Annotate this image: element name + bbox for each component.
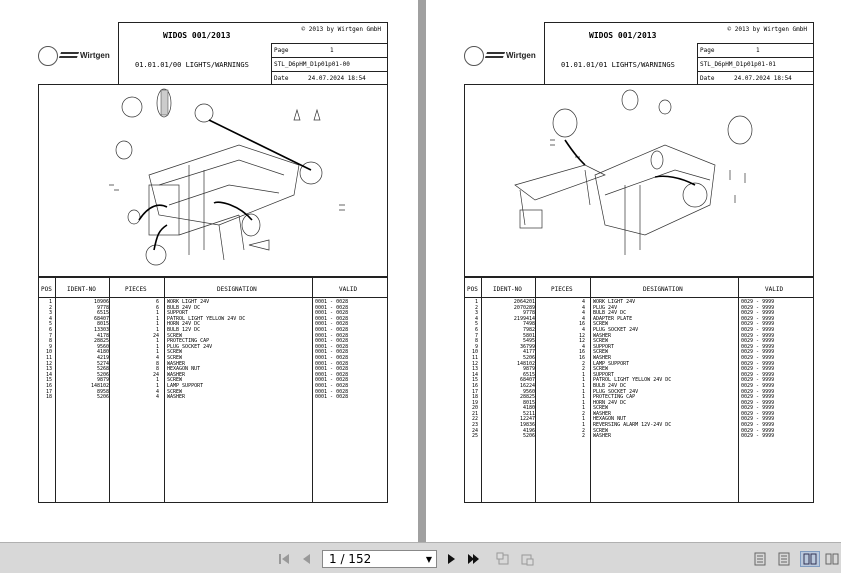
valid-cell: 0001 - 0028: [315, 299, 349, 305]
rotate-cw-button[interactable]: [518, 551, 536, 567]
first-page-icon: [278, 553, 290, 565]
continuous-view-button[interactable]: [776, 551, 792, 567]
company-seal-icon: [38, 46, 58, 66]
pos-cell: 5: [48, 321, 52, 328]
ident-cell: 148102: [90, 382, 109, 389]
ident-cell: 9560: [96, 343, 109, 350]
ident-cell: 8015: [96, 321, 109, 328]
copyright: © 2013 by Wirtgen GmbH: [727, 26, 807, 33]
pieces-cell: 1: [155, 321, 159, 328]
pieces-cell: 1: [155, 349, 159, 356]
valid-cell: 0029 - 9999: [741, 354, 775, 361]
valid-cell: 0001 - 0028: [315, 377, 349, 384]
designation-cell: WASHER: [593, 433, 612, 440]
pieces-cell: 4: [581, 326, 585, 333]
designation-cell: BULB 24V DC: [593, 382, 627, 389]
pos-cell: 15: [471, 377, 478, 384]
previous-page-button[interactable]: [298, 551, 314, 567]
page-number-select[interactable]: [322, 550, 437, 568]
valid-cell: 0029 - 9999: [741, 338, 775, 345]
pieces-cell: 1: [581, 394, 585, 401]
next-page-icon: [447, 553, 457, 565]
pos-cell: 6: [474, 326, 478, 333]
ident-cell: 5211: [522, 410, 535, 417]
table-header: POS IDENT-NO PIECES DESIGNATION VALID: [465, 278, 813, 298]
machine-drawing-svg: [465, 85, 813, 277]
pieces-cell: 1: [155, 338, 159, 345]
table-header: POS IDENT-NO PIECES DESIGNATION VALID: [39, 278, 387, 298]
valid-cell: 0029 - 9999: [741, 427, 775, 434]
ident-cell: 6515: [96, 310, 109, 317]
pieces-cell: 16: [578, 321, 585, 328]
valid-cell: 0029 - 9999: [741, 310, 775, 317]
pieces-cell: 4: [581, 343, 585, 350]
valid-cell: 0001 - 0028: [315, 332, 349, 339]
designation-cell: HORN 24V DC: [167, 321, 201, 328]
exploded-drawing: [464, 84, 814, 278]
pos-cell: 25: [471, 433, 478, 440]
designation-cell: WASHER: [593, 332, 612, 339]
pieces-cell: 12: [578, 332, 585, 339]
pos-cell: 12: [471, 360, 478, 367]
pos-cell: 17: [471, 388, 478, 395]
single-page-view-button[interactable]: [752, 551, 768, 567]
pos-cell: 9: [474, 343, 478, 350]
ident-cell: 5274: [96, 360, 109, 367]
table-row: [465, 434, 813, 440]
ident-cell: 4196: [522, 427, 535, 434]
pieces-cell: 4: [155, 354, 159, 361]
pos-cell: 8: [48, 338, 52, 345]
meta-box: Page 1 STL_D6pHM_D1p01p01-01 Date 24.07.2024 18:54: [697, 43, 814, 85]
pos-cell: 13: [471, 366, 478, 373]
ident-cell: 5206: [96, 371, 109, 378]
parts-sheet: [464, 22, 814, 502]
pos-cell: 11: [471, 354, 478, 361]
ident-cell: 9879: [522, 366, 535, 373]
valid-cell: 0029 - 9999: [741, 405, 775, 412]
valid-cell: 0029 - 9999: [741, 349, 775, 356]
designation-cell: ADAPTER PLATE: [593, 315, 633, 322]
designation-cell: HEXAGON NUT: [167, 366, 201, 373]
pos-cell: 3: [48, 310, 52, 317]
parts-table: [38, 278, 388, 503]
page-indicator: 1 / 152: [329, 552, 372, 566]
ident-cell: 5206: [522, 433, 535, 440]
valid-cell: 0001 - 0028: [315, 360, 349, 367]
pos-cell: 2: [48, 304, 52, 311]
pieces-cell: 4: [581, 304, 585, 311]
ident-cell: 5495: [522, 338, 535, 345]
designation-cell: LAMP SUPPORT: [167, 382, 204, 389]
sheet-header: [544, 22, 814, 84]
chevron-down-icon: ▼: [425, 554, 432, 564]
valid-cell: 0001 - 0028: [315, 349, 349, 356]
valid-cell: 0001 - 0028: [315, 394, 349, 401]
ident-cell: 7498: [522, 321, 535, 328]
valid-cell: 0001 - 0028: [315, 371, 349, 378]
pos-cell: 9: [48, 343, 52, 350]
designation-cell: PLUG SOCKET 24V: [167, 343, 213, 350]
machine-drawing-svg: [39, 85, 387, 277]
designation-cell: SCREW: [167, 354, 183, 361]
designation-cell: HEXAGON NUT: [593, 416, 627, 423]
valid-cell: 0001 - 0028: [315, 310, 349, 317]
designation-cell: WASHER: [167, 371, 186, 378]
wirtgen-logo: Wirtgen: [486, 48, 542, 62]
pieces-cell: 4: [155, 388, 159, 395]
parts-table: [464, 278, 814, 503]
valid-cell: 0029 - 9999: [741, 360, 775, 367]
designation-cell: REVERSING ALARM 12V-24V DC: [593, 422, 672, 429]
single-page-icon: [754, 552, 766, 566]
two-page-icon: [803, 553, 817, 565]
ident-cell: 8015: [522, 399, 535, 406]
pieces-cell: 1: [581, 416, 585, 423]
valid-cell: 0001 - 0028: [315, 343, 349, 350]
sheet-title: WIDOS 001/2013: [163, 31, 231, 40]
last-page-icon: [467, 553, 481, 565]
pieces-cell: 2: [581, 360, 585, 367]
designation-cell: SCREW: [593, 366, 609, 373]
ident-cell: 4219: [96, 354, 109, 361]
pos-cell: 4: [48, 315, 52, 322]
valid-cell: 0029 - 9999: [741, 299, 775, 305]
pos-cell: 19: [471, 399, 478, 406]
rotate-cw-icon: [520, 552, 534, 566]
pieces-cell: 4: [155, 394, 159, 401]
copyright: © 2013 by Wirtgen GmbH: [301, 26, 381, 33]
ident-cell: 4180: [96, 349, 109, 356]
valid-cell: 0001 - 0028: [315, 304, 349, 311]
designation-cell: SCREW: [593, 405, 609, 412]
sheet-code: STL_D6pHM_D1p01p01-01: [700, 61, 776, 68]
pos-cell: 8: [474, 338, 478, 345]
valid-cell: 0029 - 9999: [741, 377, 775, 384]
valid-cell: 0029 - 9999: [741, 388, 775, 395]
ident-cell: 2199414: [513, 315, 535, 322]
pieces-cell: 4: [581, 315, 585, 322]
ident-cell: 4177: [522, 349, 535, 356]
ident-cell: 5268: [96, 366, 109, 373]
pieces-cell: 1: [581, 388, 585, 395]
next-page-button[interactable]: [444, 551, 460, 567]
ident-cell: 6515: [522, 371, 535, 378]
pos-cell: 4: [474, 315, 478, 322]
pieces-cell: 1: [581, 371, 585, 378]
valid-cell: 0029 - 9999: [741, 321, 775, 328]
designation-cell: SCREW: [593, 349, 609, 356]
pieces-cell: 2: [581, 366, 585, 373]
pos-cell: 2: [474, 304, 478, 311]
designation-cell: WASHER: [593, 354, 612, 361]
pos-cell: 10: [45, 349, 52, 356]
valid-cell: 0001 - 0028: [315, 354, 349, 361]
pos-cell: 14: [471, 371, 478, 378]
pieces-cell: 1: [155, 326, 159, 333]
valid-cell: 0001 - 0028: [315, 315, 349, 322]
valid-cell: 0001 - 0028: [315, 326, 349, 333]
pieces-cell: 4: [581, 310, 585, 317]
designation-cell: LAMP SUPPORT: [593, 360, 630, 367]
exploded-drawing: [38, 84, 388, 278]
pos-cell: 12: [45, 360, 52, 367]
pos-cell: 14: [45, 371, 52, 378]
company-seal-icon: [464, 46, 484, 66]
ident-cell: 9778: [522, 310, 535, 317]
designation-cell: BULB 24V DC: [167, 304, 201, 311]
pos-cell: 21: [471, 410, 478, 417]
ident-cell: 16224: [519, 382, 535, 389]
rotate-ccw-icon: [496, 552, 510, 566]
pos-cell: 16: [471, 382, 478, 389]
document-page-left: [0, 0, 418, 542]
pos-cell: 24: [471, 427, 478, 434]
continuous-page-icon: [778, 552, 790, 566]
pos-cell: 17: [45, 388, 52, 395]
valid-cell: 0029 - 9999: [741, 382, 775, 389]
pieces-cell: 6: [155, 299, 159, 305]
pieces-cell: 24: [152, 371, 159, 378]
meta-box: Page 1 STL_D6pHM_D1p01p01-00 Date 24.07.2024 18:54: [271, 43, 388, 85]
last-page-button[interactable]: [466, 551, 482, 567]
designation-cell: PLUG 24V: [593, 304, 618, 311]
pieces-cell: 1: [155, 377, 159, 384]
designation-cell: SCREW: [167, 349, 183, 356]
designation-cell: WASHER: [593, 410, 612, 417]
pieces-cell: 1: [155, 310, 159, 317]
valid-cell: 0001 - 0028: [315, 321, 349, 328]
ident-cell: 8958: [96, 388, 109, 395]
designation-cell: SCREW: [593, 427, 609, 434]
designation-cell: PATROL LIGHT YELLOW 24V DC: [167, 315, 246, 322]
pieces-cell: 1: [155, 315, 159, 322]
designation-cell: SCREW: [593, 338, 609, 345]
valid-cell: 0001 - 0028: [315, 338, 349, 345]
document-page-right: [426, 0, 841, 542]
ident-cell: 5206: [96, 394, 109, 401]
designation-cell: BULB 24V DC: [593, 310, 627, 317]
two-page-view-button[interactable]: [800, 551, 820, 567]
pieces-cell: 1: [155, 382, 159, 389]
pos-cell: 7: [474, 332, 478, 339]
pos-cell: 22: [471, 416, 478, 423]
pieces-cell: 2: [581, 433, 585, 440]
pieces-cell: 8: [155, 360, 159, 367]
sheet-title: WIDOS 001/2013: [589, 31, 657, 40]
pos-cell: 15: [45, 377, 52, 384]
section-title: 01.01.01/00 LIGHTS/WARNINGS: [135, 61, 249, 69]
designation-cell: PLUG SOCKET 24V: [593, 388, 639, 395]
pieces-cell: 12: [578, 338, 585, 345]
valid-cell: 0029 - 9999: [741, 394, 775, 401]
pieces-cell: 2: [581, 427, 585, 434]
designation-cell: SUPPORT: [167, 310, 189, 317]
valid-cell: 0029 - 9999: [741, 410, 775, 417]
ident-cell: 9560: [522, 388, 535, 395]
ident-cell: 4178: [96, 332, 109, 339]
pieces-cell: 6: [155, 304, 159, 311]
viewer-toolbar: [0, 542, 841, 573]
valid-cell: 0001 - 0028: [315, 382, 349, 389]
designation-cell: PLUG SOCKET 24V: [593, 326, 639, 333]
pos-cell: 1: [474, 299, 478, 305]
valid-cell: 0029 - 9999: [741, 366, 775, 373]
ident-cell: 7982: [522, 326, 535, 333]
designation-cell: SUPPORT: [593, 371, 615, 378]
valid-cell: 0029 - 9999: [741, 399, 775, 406]
valid-cell: 0029 - 9999: [741, 332, 775, 339]
sheet-header: [118, 22, 388, 84]
designation-cell: WORK LIGHT 24V: [593, 299, 636, 305]
first-page-button[interactable]: [276, 551, 292, 567]
ident-cell: 36799: [519, 343, 535, 350]
ident-cell: 19836: [519, 422, 535, 429]
ident-cell: 13303: [93, 326, 109, 333]
valid-cell: 0029 - 9999: [741, 343, 775, 350]
pieces-cell: 1: [581, 422, 585, 429]
valid-cell: 0029 - 9999: [741, 433, 775, 440]
pos-cell: 1: [48, 299, 52, 305]
previous-page-icon: [301, 553, 311, 565]
ident-cell: 5206: [522, 354, 535, 361]
pieces-cell: 24: [152, 332, 159, 339]
pos-cell: 7: [48, 332, 52, 339]
ident-cell: 28825: [93, 338, 109, 345]
valid-cell: 0029 - 9999: [741, 416, 775, 423]
ident-cell: 28825: [519, 394, 535, 401]
ident-cell: 9778: [96, 304, 109, 311]
two-page-continuous-button[interactable]: [824, 551, 840, 567]
designation-cell: SUPPORT: [593, 343, 615, 350]
pos-cell: 20: [471, 405, 478, 412]
parts-sheet: [38, 22, 388, 502]
pieces-cell: 2: [581, 410, 585, 417]
designation-cell: PROTECTING CAP: [593, 394, 636, 401]
ident-cell: 4180: [522, 405, 535, 412]
pieces-cell: 1: [581, 399, 585, 406]
valid-cell: 0029 - 9999: [741, 422, 775, 429]
pos-cell: 18: [45, 394, 52, 401]
designation-cell: HORN 24V DC: [593, 399, 627, 406]
pos-cell: 18: [471, 394, 478, 401]
ident-cell: 10906: [93, 299, 109, 305]
ident-cell: 9879: [96, 377, 109, 384]
ident-cell: 5801: [522, 332, 535, 339]
pieces-cell: 1: [581, 405, 585, 412]
pieces-cell: 8: [155, 366, 159, 373]
designation-cell: BULB 12V DC: [167, 326, 201, 333]
pieces-cell: 1: [581, 377, 585, 384]
table-rows: [465, 300, 813, 440]
valid-cell: 0029 - 9999: [741, 371, 775, 378]
pos-cell: 3: [474, 310, 478, 317]
pieces-cell: 16: [578, 354, 585, 361]
ident-cell: 68407: [519, 377, 535, 384]
pieces-cell: 16: [578, 349, 585, 356]
pieces-cell: 1: [155, 343, 159, 350]
designation-cell: WASHER: [167, 394, 186, 401]
pos-cell: 11: [45, 354, 52, 361]
table-row: [39, 395, 387, 401]
valid-cell: 0029 - 9999: [741, 315, 775, 322]
designation-cell: SCREW: [167, 332, 183, 339]
designation-cell: WORK LIGHT 24V: [167, 299, 210, 305]
pos-cell: 10: [471, 349, 478, 356]
table-rows: [39, 300, 387, 401]
valid-cell: 0029 - 9999: [741, 326, 775, 333]
designation-cell: SCREW: [593, 321, 609, 328]
ident-cell: 148102: [516, 360, 535, 367]
designation-cell: SCREW: [167, 388, 183, 395]
designation-cell: PATROL LIGHT YELLOW 24V DC: [593, 377, 672, 384]
pieces-cell: 4: [581, 299, 585, 305]
wirtgen-logo: Wirtgen: [60, 48, 116, 62]
sheet-code: STL_D6pHM_D1p01p01-00: [274, 61, 350, 68]
ident-cell: 2070289: [513, 304, 535, 311]
section-title: 01.01.01/01 LIGHTS/WARNINGS: [561, 61, 675, 69]
ident-cell: 68407: [93, 315, 109, 322]
designation-cell: PROTECTING CAP: [167, 338, 210, 345]
rotate-ccw-button[interactable]: [494, 551, 512, 567]
pos-cell: 16: [45, 382, 52, 389]
pieces-cell: 1: [581, 382, 585, 389]
ident-cell: 12247: [519, 416, 535, 423]
valid-cell: 0001 - 0028: [315, 388, 349, 395]
valid-cell: 0001 - 0028: [315, 366, 349, 373]
pos-cell: 23: [471, 422, 478, 429]
two-page-continuous-icon: [825, 553, 839, 565]
pos-cell: 6: [48, 326, 52, 333]
pos-cell: 5: [474, 321, 478, 328]
designation-cell: WASHER: [167, 360, 186, 367]
ident-cell: 2064201: [513, 299, 535, 305]
designation-cell: SCREW: [167, 377, 183, 384]
valid-cell: 0029 - 9999: [741, 304, 775, 311]
pos-cell: 13: [45, 366, 52, 373]
